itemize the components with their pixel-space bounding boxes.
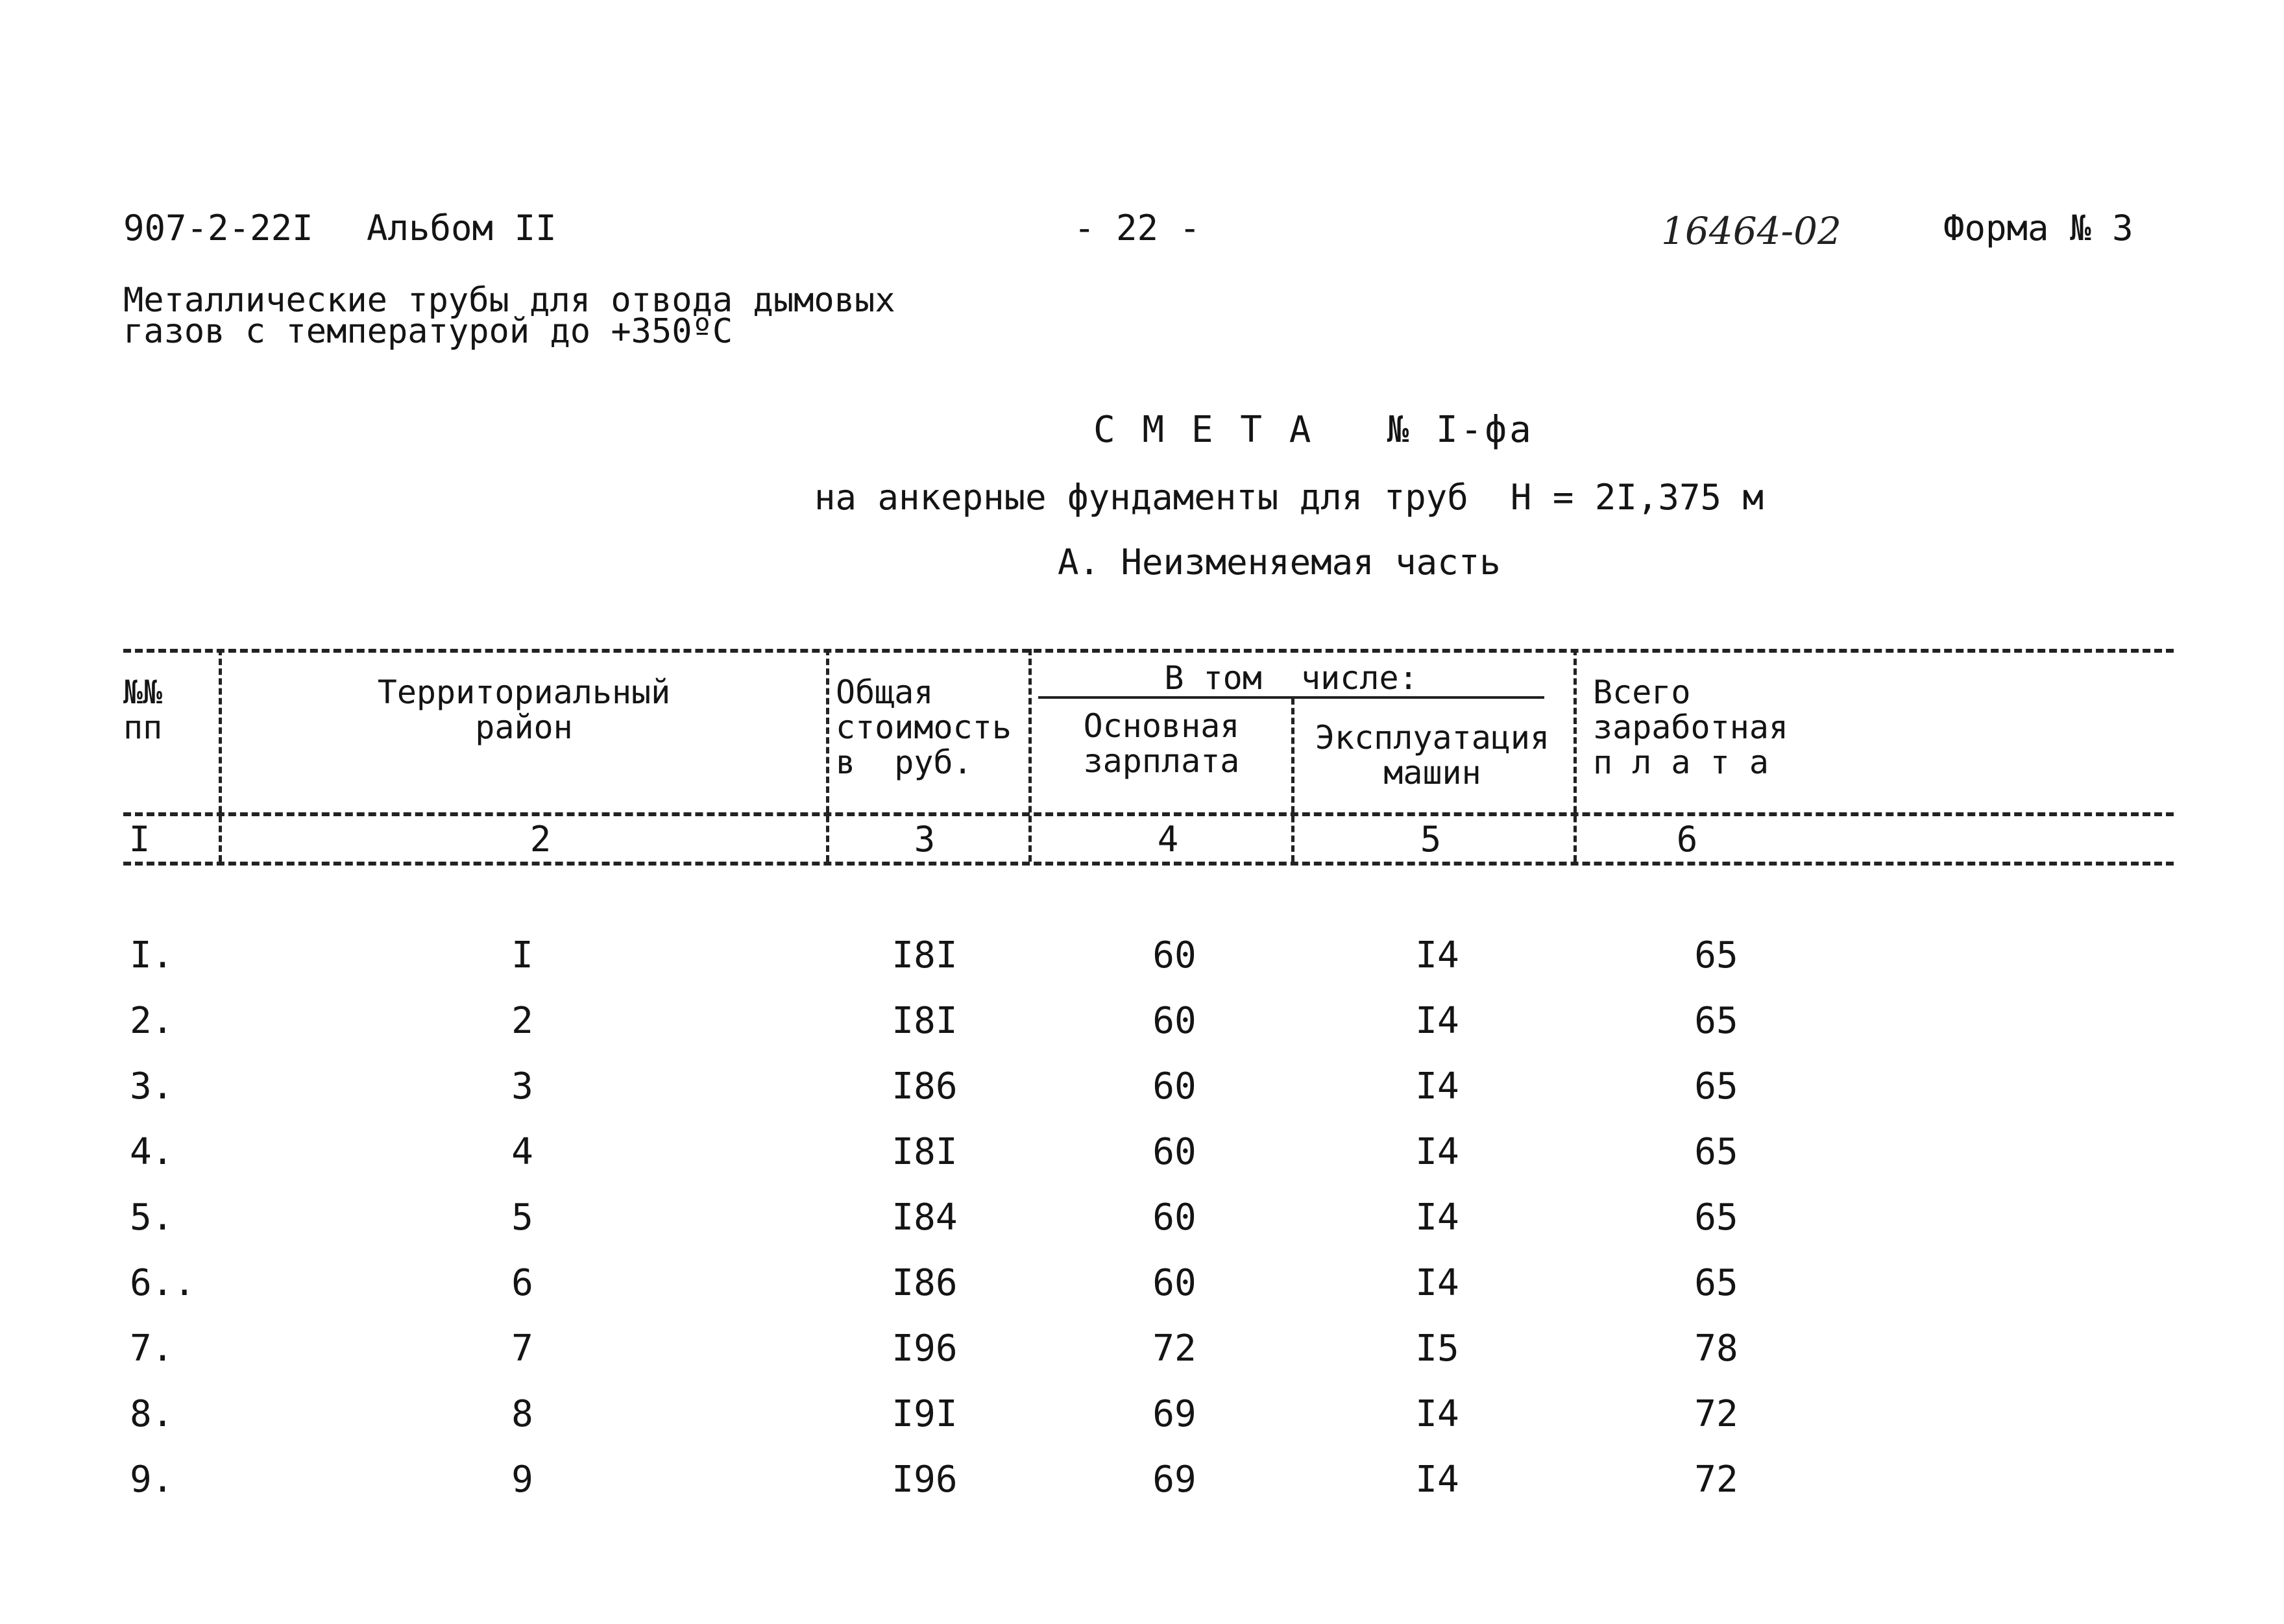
cell-num: 4. [130, 1131, 174, 1173]
cell-district: 3 [511, 1065, 533, 1108]
cell-total: I96 [892, 1327, 958, 1370]
estimate-title: С М Е Т А № I-фа [1093, 409, 1534, 451]
cell-total: I8I [892, 934, 958, 976]
cell-total: I8I [892, 1000, 958, 1042]
handwritten-number: 16464-02 [1661, 209, 1841, 253]
cell-salary: 60 [1152, 934, 1197, 976]
col-separator-1 [219, 649, 222, 862]
cell-wages: 65 [1694, 1065, 1738, 1108]
column-number: 4 [1157, 819, 1179, 860]
cell-num: 7. [130, 1327, 174, 1370]
form-label: Форма № 3 [1943, 208, 2133, 248]
cell-salary: 72 [1152, 1327, 1197, 1370]
subject-line-1: Металлические трубы для отвода дымовых [123, 281, 895, 320]
cell-district: 6 [511, 1262, 533, 1304]
subject-line-2: газов с температурой до +350ºС [123, 312, 733, 351]
estimate-subtitle: на анкерные фундаменты для труб Н = 2I,375 м [814, 477, 1764, 518]
header-num: №№ пп [123, 673, 163, 746]
column-number: 3 [914, 819, 936, 860]
cell-wages: 65 [1694, 1196, 1738, 1239]
cell-district: 5 [511, 1196, 533, 1239]
cell-district: 2 [511, 1000, 533, 1042]
cell-district: I [511, 934, 533, 976]
cell-total: I9I [892, 1393, 958, 1435]
cell-num: 3. [130, 1065, 174, 1108]
cell-salary: 60 [1152, 1000, 1197, 1042]
cell-wages: 65 [1694, 1262, 1738, 1304]
cell-wages: 65 [1694, 1000, 1738, 1042]
cell-wages: 65 [1694, 1131, 1738, 1173]
colnum-bottom-rule [123, 862, 2174, 866]
cell-machines: I4 [1415, 1196, 1459, 1239]
cell-salary: 60 [1152, 1131, 1197, 1173]
cell-num: 5. [130, 1196, 174, 1239]
column-number: 6 [1676, 819, 1698, 860]
col-separator-2 [826, 649, 829, 862]
header-district: Территориальный район [377, 673, 671, 746]
cell-salary: 69 [1152, 1393, 1197, 1435]
cell-num: 6.. [130, 1262, 196, 1304]
cell-machines: I4 [1415, 1393, 1459, 1435]
cell-machines: I5 [1415, 1327, 1459, 1370]
cell-wages: 72 [1694, 1459, 1738, 1501]
cell-wages: 72 [1694, 1393, 1738, 1435]
cell-district: 9 [511, 1459, 533, 1501]
cell-machines: I4 [1415, 1459, 1459, 1501]
column-number: 5 [1420, 819, 1442, 860]
cell-num: 9. [130, 1459, 174, 1501]
cell-machines: I4 [1415, 1065, 1459, 1108]
header-salary: Основная зарплата [1083, 707, 1240, 780]
cell-district: 4 [511, 1131, 533, 1173]
page-number: - 22 - [1074, 208, 1201, 248]
cell-wages: 65 [1694, 934, 1738, 976]
document-code: 907-2-22I [123, 208, 313, 248]
column-number: 2 [529, 819, 552, 860]
cell-total: I96 [892, 1459, 958, 1501]
cell-machines: I4 [1415, 1131, 1459, 1173]
cell-salary: 60 [1152, 1196, 1197, 1239]
cell-total: I84 [892, 1196, 958, 1239]
header-machines: Эксплуатация машин [1315, 719, 1550, 792]
header-total: Общая стоимость в руб. [836, 673, 1012, 781]
cell-machines: I4 [1415, 1262, 1459, 1304]
section-title: А. Неизменяемая часть [1058, 542, 1501, 583]
cell-salary: 60 [1152, 1262, 1197, 1304]
cell-salary: 60 [1152, 1065, 1197, 1108]
cell-total: I86 [892, 1262, 958, 1304]
header-bottom-rule [123, 812, 2174, 816]
col-separator-5 [1573, 649, 1577, 862]
cell-wages: 78 [1694, 1327, 1738, 1370]
header-including: В том числе: [1164, 659, 1418, 697]
cell-salary: 69 [1152, 1459, 1197, 1501]
album-label: Альбом II [367, 208, 557, 248]
cell-total: I86 [892, 1065, 958, 1108]
column-number: I [128, 819, 151, 860]
cell-num: I. [130, 934, 174, 976]
cell-total: I8I [892, 1131, 958, 1173]
cell-district: 7 [511, 1327, 533, 1370]
table-top-rule [123, 649, 2174, 653]
cell-machines: I4 [1415, 1000, 1459, 1042]
header-wages: Всего заработная п л а т а [1593, 673, 1789, 781]
cell-district: 8 [511, 1393, 533, 1435]
cell-num: 2. [130, 1000, 174, 1042]
cell-num: 8. [130, 1393, 174, 1435]
col-separator-4 [1291, 698, 1294, 862]
cell-machines: I4 [1415, 934, 1459, 976]
col-separator-3 [1028, 649, 1032, 862]
